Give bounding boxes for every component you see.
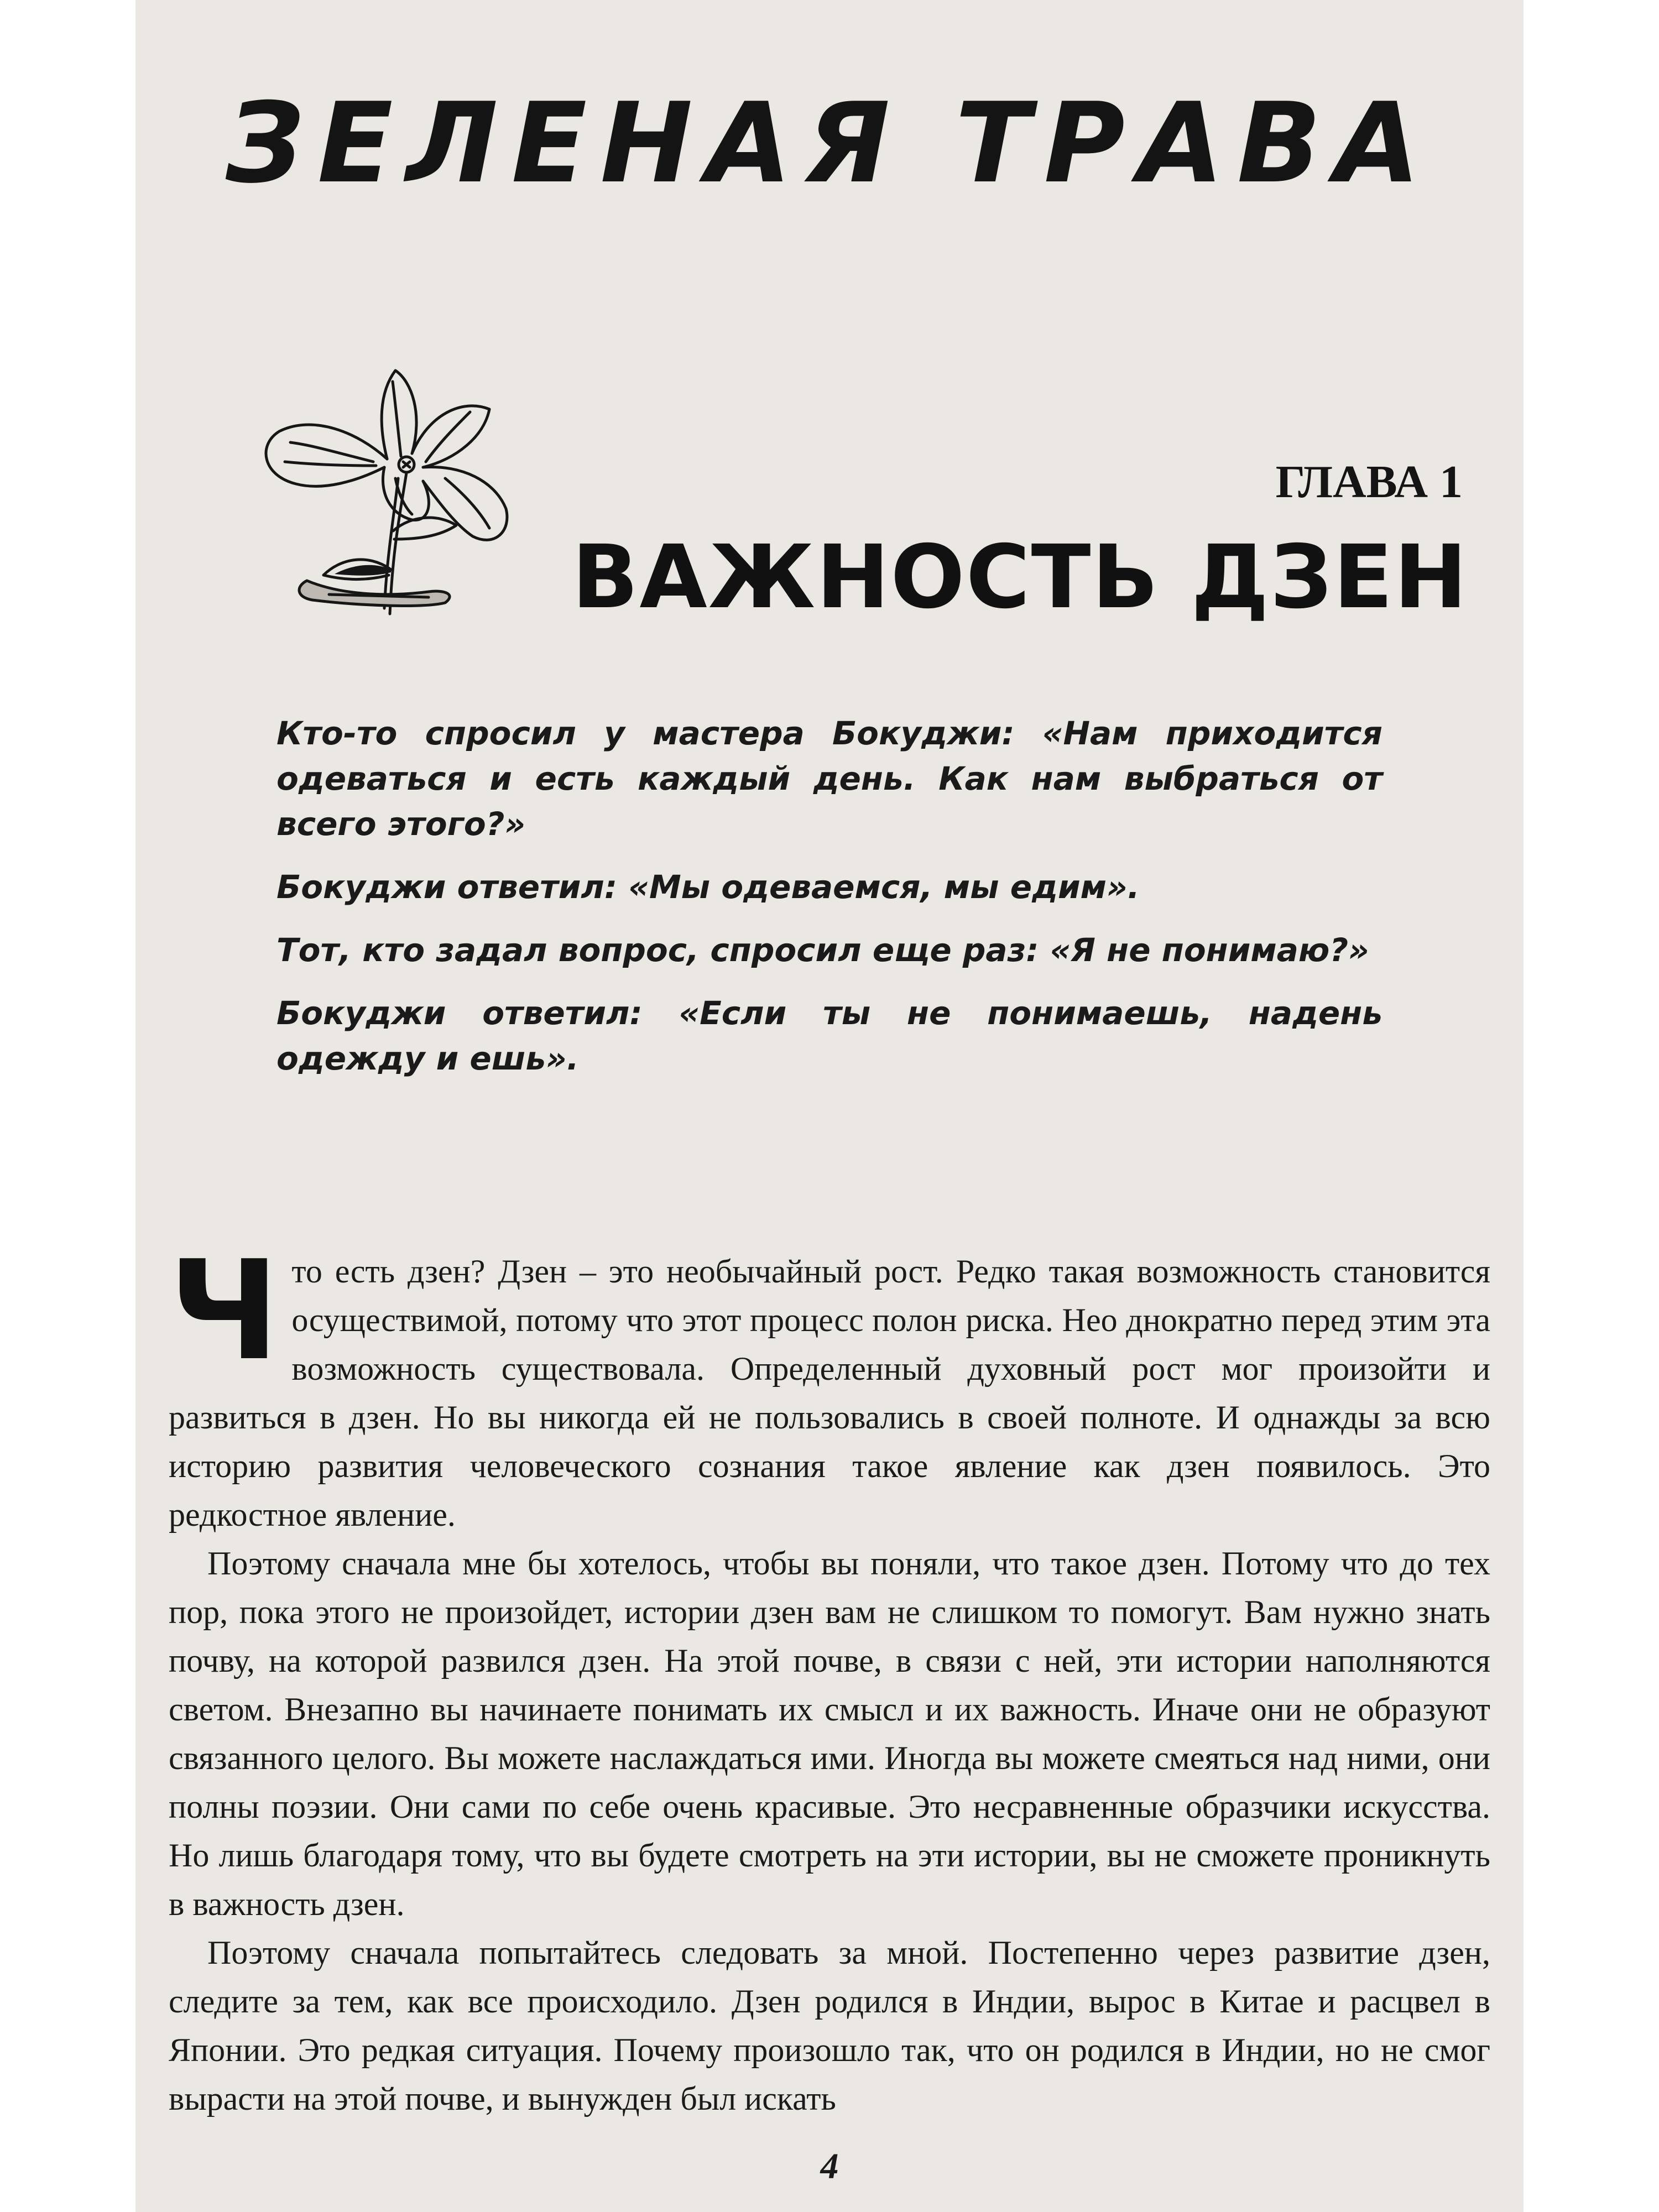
page-number: 4 bbox=[820, 2146, 839, 2187]
epigraph-paragraph: Кто-то спросил у мастера Бокуджи: «Нам приходится одеваться и есть каждый день. Как нам выбраться от всего этого?» bbox=[276, 714, 1383, 843]
body-paragraph-text: то есть дзен? Дзен – это необычайный рост. Редко такая возможность становится осуществимой, потому что этот процесс полон риска. Нео днократно перед этим эта возможность существовала. Определенный духовный рост мог произойти и развиться в дзен. Но вы никогда ей не пользовались в своей полноте. И однажды за всю историю развития человеческого сознания такое явление как дзен появилось. Это редкостное явление. bbox=[169, 1253, 1490, 1533]
drop-cap: Ч bbox=[169, 1232, 280, 1391]
book-page bbox=[135, 0, 1524, 2212]
epigraph bbox=[276, 711, 1383, 1099]
body-paragraph: Поэтому сначала мне бы хотелось, чтобы вы поняли, что такое дзен. Потому что до тех пор, пока этого не произойдет, истории дзен вам не слишком то помогут. Вам нужно знать почву, на которой развился дзен. На этой почве, в связи с ней, эти истории наполняются светом. Внезапно вы начинаете понимать их смысл и их важность. Иначе они не образуют связанного целого. Вы можете наслаждаться ими. Иногда вы можете смеяться над ними, они полны поэзии. Они сами по себе очень красивые. Это несравненные образчики искусства. Но лишь благодаря тому, что вы будете смотреть на эти истории, вы не сможете проникнуть в важность дзен. bbox=[169, 1545, 1490, 1922]
epigraph-paragraph: Тот, кто задал вопрос, спросил еще раз: «Я не понимаю?» bbox=[276, 931, 1369, 969]
body-paragraph: Поэтому сначала попытайтесь следовать за мной. Постепенно через развитие дзен, следите за тем, как все происходило. Дзен родился в Индии, вырос в Китае и расцвел в Японии. Это редкая ситуация. Почему произошло так, что он родился в Индии, но не смог вырасти на этой почве, и вынужден был искать bbox=[169, 1934, 1490, 2117]
epigraph-paragraph: Бокуджи ответил: «Если ты не понимаешь, надень одежду и ешь». bbox=[276, 994, 1383, 1077]
chapter-title: ВАЖНОСТЬ ДЗЕН bbox=[572, 526, 1468, 628]
chapter-label: ГЛАВА 1 bbox=[1275, 456, 1463, 508]
flower-sketch-icon bbox=[246, 348, 534, 625]
book-title: ЗЕЛЕНАЯ ТРАВА bbox=[225, 79, 1434, 208]
body-paragraph bbox=[169, 1232, 1490, 1539]
body-text bbox=[169, 1232, 1490, 2123]
epigraph-paragraph: Бокуджи ответил: «Мы одеваемся, мы едим». bbox=[276, 868, 1140, 906]
